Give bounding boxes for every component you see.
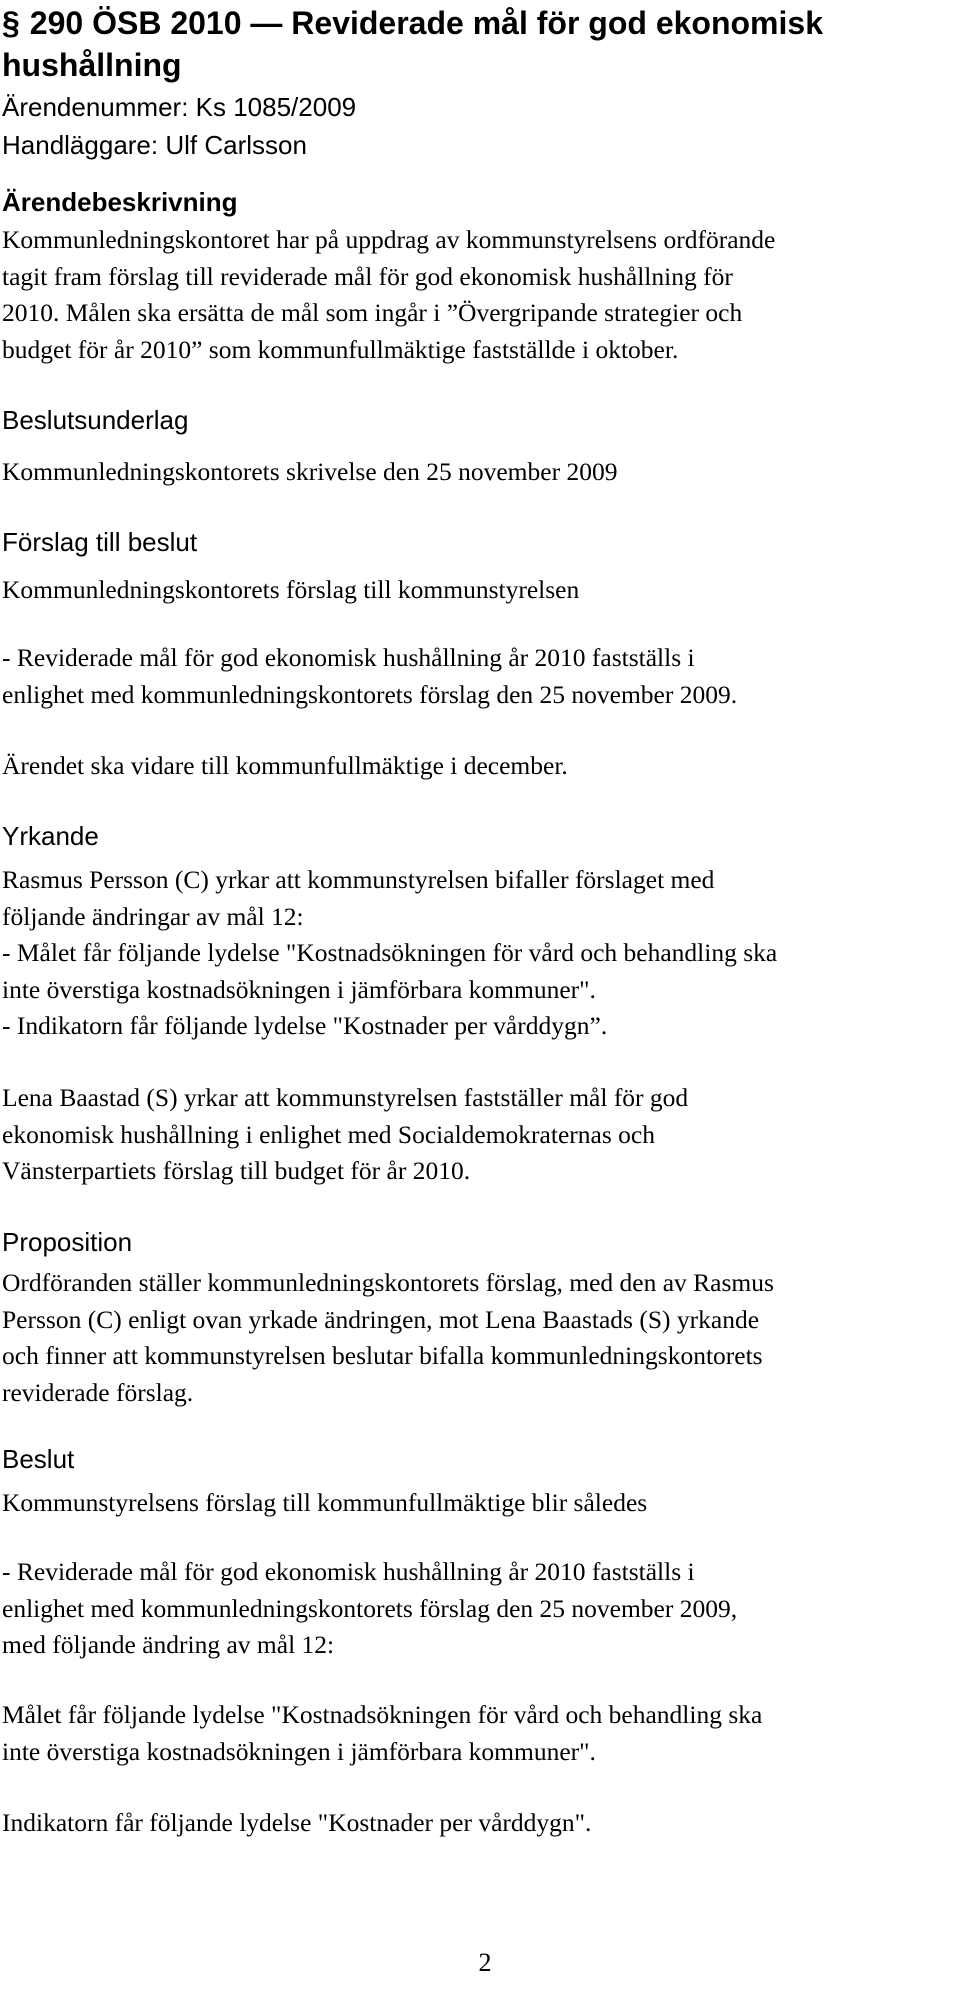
description-line: budget för år 2010” som kommunfullmäktige fastställde i oktober. xyxy=(2,334,679,364)
decision-intro: Kommunstyrelsens förslag till kommunfullmäktige blir således xyxy=(2,1488,648,1517)
title-line-2: hushållning xyxy=(2,47,182,83)
proposal-item-line: enlighet med kommunledningskontorets förslag den 25 november 2009. xyxy=(2,679,738,709)
proposition-text xyxy=(2,1265,942,1411)
description-line: tagit fram förslag till reviderade mål för god ekonomisk hushållning för xyxy=(2,261,733,291)
description-heading: Ärendebeskrivning xyxy=(2,187,238,217)
proposal-item-line: - Reviderade mål för god ekonomisk hushållning år 2010 fastställs i xyxy=(2,643,695,672)
decision-indicator: Indikatorn får följande lydelse "Kostnader per vårddygn". xyxy=(2,1808,592,1837)
case-meta xyxy=(2,88,942,164)
proposition-line: och finner att kommunstyrelsen beslutar bifalla kommunledningskontorets xyxy=(2,1341,763,1370)
paragraph-sign: § xyxy=(2,5,20,41)
proposition-line: reviderade förslag. xyxy=(2,1377,194,1407)
claim-line: Vänsterpartiets förslag till budget för år 2010. xyxy=(2,1156,471,1185)
decision-goal xyxy=(2,1697,942,1770)
proposition-line: Ordföranden ställer kommunledningskontorets förslag, med den av Rasmus xyxy=(2,1268,774,1297)
description-line: 2010. Målen ska ersätta de mål som ingår i ”Övergripande strategier och xyxy=(2,298,743,327)
proposal-note: Ärendet ska vidare till kommunfullmäktige i december. xyxy=(2,751,568,780)
decision-item-line: med följande ändring av mål 12: xyxy=(2,1630,335,1659)
title-text: 290 ÖSB 2010 — Reviderade mål för god ekonomisk xyxy=(29,5,823,41)
decision-item xyxy=(2,1554,942,1664)
description-text xyxy=(2,222,942,368)
basis-text xyxy=(2,454,942,491)
case-handler: Handläggare: Ulf Carlsson xyxy=(2,130,307,160)
proposal-heading: Förslag till beslut xyxy=(2,527,198,557)
claim-lena-baastad xyxy=(2,1080,942,1190)
claim-rasmus-persson xyxy=(2,862,942,1045)
page-number: 2 xyxy=(478,1948,492,1977)
claim-line: följande ändringar av mål 12: xyxy=(2,901,304,931)
basis-line: Kommunledningskontorets skrivelse den 25 november 2009 xyxy=(2,457,618,486)
document-title xyxy=(2,2,942,86)
title-line-1 xyxy=(2,2,942,44)
case-number: Ärendenummer: Ks 1085/2009 xyxy=(2,92,357,122)
proposal-item xyxy=(2,640,942,713)
claim-line: ekonomisk hushållning i enlighet med Socialdemokraternas och xyxy=(2,1119,655,1149)
proposition-line: Persson (C) enligt ovan yrkade ändringen, mot Lena Baastads (S) yrkande xyxy=(2,1304,760,1334)
claim-line: Lena Baastad (S) yrkar att kommunstyrelsen fastställer mål för god xyxy=(2,1083,689,1112)
claim-line: Rasmus Persson (C) yrkar att kommunstyrelsen bifaller förslaget med xyxy=(2,865,715,894)
claim-line: inte överstiga kostnadsökningen i jämförbara kommuner". xyxy=(2,974,596,1004)
claim-line: - Indikatorn får följande lydelse "Kostnader per vårddygn”. xyxy=(2,1011,608,1040)
decision-goal-line: Målet får följande lydelse "Kostnadsökningen för vård och behandling ska xyxy=(2,1700,763,1729)
decision-item-line: - Reviderade mål för god ekonomisk hushållning år 2010 fastställs i xyxy=(2,1557,695,1586)
proposition-heading: Proposition xyxy=(2,1227,133,1257)
description-line: Kommunledningskontoret har på uppdrag av kommunstyrelsens ordförande xyxy=(2,225,776,254)
claim-line: - Målet får följande lydelse "Kostnadsökningen för vård och behandling ska xyxy=(2,938,778,967)
proposal-intro: Kommunledningskontorets förslag till kommunstyrelsen xyxy=(2,575,580,604)
decision-heading: Beslut xyxy=(2,1444,75,1474)
decision-item-line: enlighet med kommunledningskontorets förslag den 25 november 2009, xyxy=(2,1593,738,1623)
basis-heading: Beslutsunderlag xyxy=(2,405,189,435)
decision-goal-line: inte överstiga kostnadsökningen i jämförbara kommuner". xyxy=(2,1736,596,1766)
claims-heading: Yrkande xyxy=(2,821,99,851)
